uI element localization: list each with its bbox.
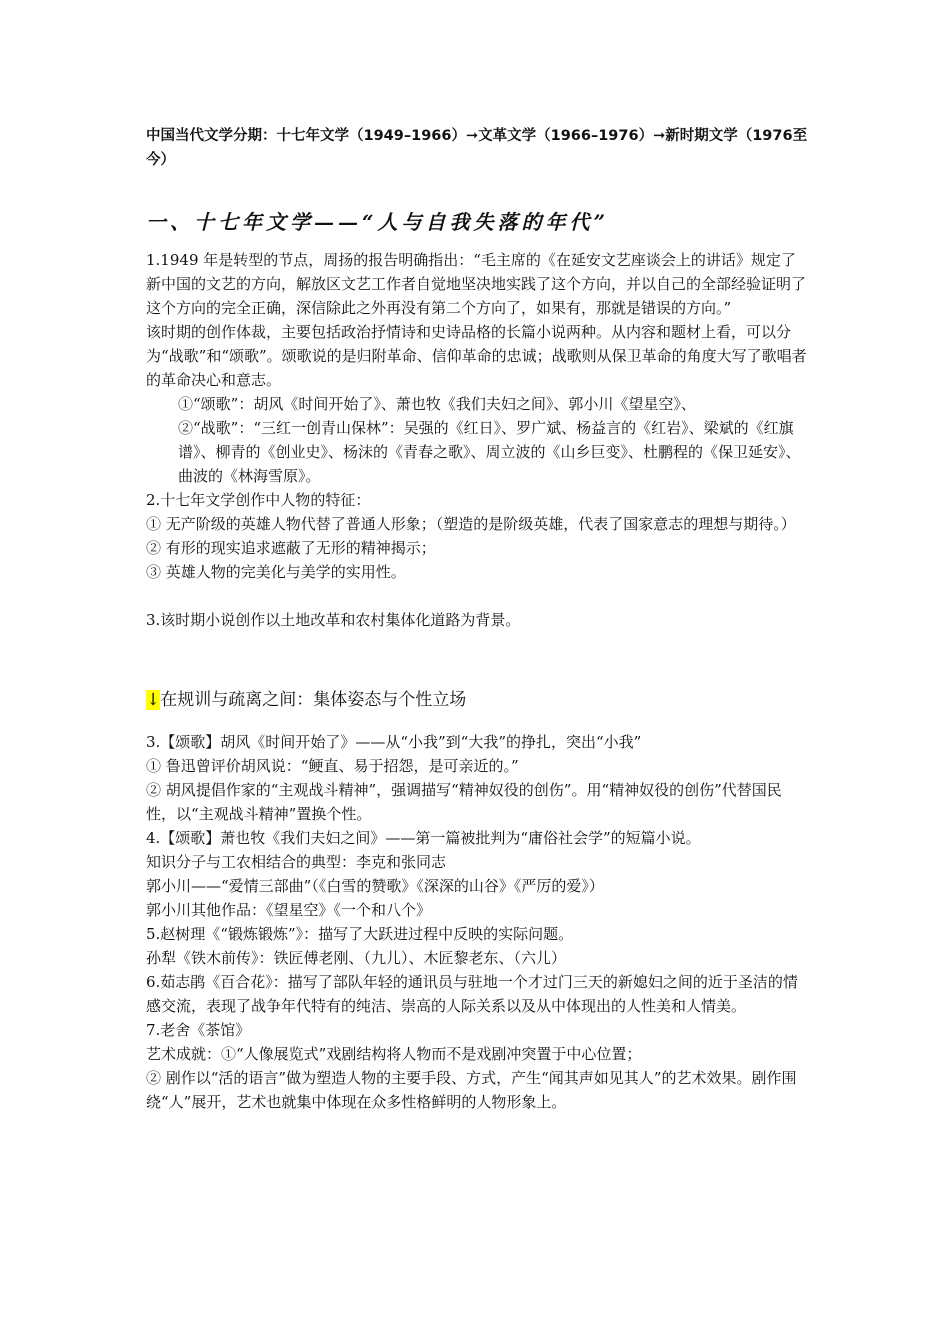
- section1-heading: 一、十七年文学——“人与自我失落的年代”: [146, 210, 610, 234]
- s1-paragraph-9: 3.该时期小说创作以土地改革和农村集体化道路为背景。: [146, 611, 521, 629]
- periodization-line: 中国当代文学分期：十七年文学（1949–1966）➞文革文学（1966–1976）➞新时期文学（1976至今）: [146, 128, 808, 168]
- s2-line: 孙犁《铁木前传》：铁匠傅老刚、（九儿）、木匠黎老东、（六儿）: [146, 949, 567, 967]
- s1-songge-list: ①“颂歌”：胡风《时间开始了》、萧也牧《我们夫妇之间》、郭小川《望星空》、: [178, 395, 696, 413]
- spacer: [146, 584, 810, 608]
- s2-line: 郭小川其他作品：《望星空》《一个和八个》: [146, 901, 432, 919]
- s2-line: 3.【颂歌】胡风《时间开始了》——从“小我”到“大我”的挣扎，突出“小我”: [146, 733, 642, 751]
- s2-line: 郭小川——“爱情三部曲”（《白雪的赞歌》《深深的山谷》《严厉的爱》）: [146, 877, 604, 895]
- s1-feature-1: ① 无产阶级的英雄人物代替了普通人形象；（塑造的是阶级英雄，代表了国家意志的理想与期待。）: [146, 515, 796, 533]
- s2-line: 6.茹志鹃《百合花》：描写了部队年轻的通讯员与驻地一个才过门三天的新媳妇之间的近于圣洁的情感交流，表现了战争年代特有的纯洁、崇高的人际关系以及从中体现出的人性美和人情美。: [146, 973, 798, 1015]
- s2-line: ① 鲁迅曾评价胡风说：“鲠直、易于招怨，是可亲近的。”: [146, 757, 519, 775]
- s2-line: 艺术成就：①“人像展览式”戏剧结构将人物而不是戏剧冲突置于中心位置；: [146, 1045, 642, 1063]
- s1-feature-2: ② 有形的现实追求遮蔽了无形的精神揭示；: [146, 539, 436, 557]
- section2-heading-text: 在规训与疏离之间：集体姿态与个性立场: [160, 690, 467, 710]
- section2-heading: [146, 686, 810, 714]
- s2-line: ② 剧作以“活的语言”做为塑造人物的主要手段、方式，产生“闻其声如见其人”的艺术效果。剧作围绕“人”展开，艺术也就集中体现在众多性格鲜明的人物形象上。: [146, 1069, 797, 1111]
- s2-line: ② 胡风提倡作家的“主观战斗精神”，强调描写“精神奴役的创伤”。用“精神奴役的创伤”代替国民性，以“主观战斗精神”置换个性。: [146, 781, 782, 823]
- s1-zhange-list: ②“战歌”：“三红一创青山保林”：吴强的《红日》、罗广斌、杨益言的《红岩》、梁斌的《红旗谱》、柳青的《创业史》、杨沫的《青春之歌》、周立波的《山乡巨变》、杜鹏程的《保卫延安》、曲波的《林海雪原》。: [178, 419, 801, 485]
- s1-paragraph-2: 该时期的创作体裁，主要包括政治抒情诗和史诗品格的长篇小说两种。从内容和题材上看，可以分为“战歌”和“颂歌”。颂歌说的是归附革命、信仰革命的忠诚；战歌则从保卫革命的角度大写了歌唱者的革命决心和意志。: [146, 323, 807, 389]
- s2-line: 5.赵树理《“锻炼锻炼”》：描写了大跃进过程中反映的实际问题。: [146, 925, 574, 943]
- s2-line: 知识分子与工农相结合的典型：李克和张同志: [146, 853, 447, 871]
- down-arrow-icon: ↓: [146, 690, 161, 710]
- s2-line: 4.【颂歌】萧也牧《我们夫妇之间》——第一篇被批判为“庸俗社会学”的短篇小说。: [146, 829, 701, 847]
- s1-paragraph-1: 1.1949 年是转型的节点，周扬的报告明确指出：“毛主席的《在延安文艺座谈会上的讲话》规定了新中国的文艺的方向，解放区文艺工作者自觉地坚决地实践了这个方向，并以自己的全部经验证明了这个方向的完全正确，深信除此之外再没有第二个方向了，如果有，那就是错误的方向。”: [146, 251, 807, 317]
- s1-paragraph-5: 2.十七年文学创作中人物的特征：: [146, 491, 371, 509]
- s2-line: 7.老舍《茶馆》: [146, 1021, 251, 1039]
- s1-feature-3: ③ 英雄人物的完美化与美学的实用性。: [146, 563, 406, 581]
- spacer: [146, 632, 810, 680]
